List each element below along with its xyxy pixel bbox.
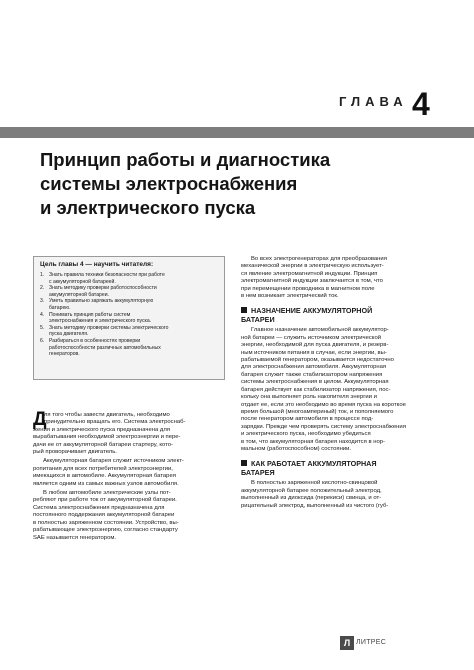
text-line: выполненный из диоксида (перекиси) свинца, и от- [241,495,382,502]
text-line: рабатываемой генератором, оказывается недостаточно [241,357,394,364]
text-line: аккумуляторной батарее положительный электрод, [241,487,382,494]
goal-item [40,338,218,358]
paragraph-3 [33,490,228,542]
text-line: мальном (работоспособном) состоянии. [241,445,352,452]
text-line: Главное назначение автомобильной аккумулятор- [251,327,389,334]
text-line: зарядки. Прежде чем проверять систему электроснабжения [241,423,406,430]
text-line: имеющихся в автомобиле. Аккумуляторная батарея [33,473,176,480]
goal-item [40,298,218,311]
drop-cap: Д [33,409,47,430]
square-bullet-icon [241,460,247,466]
goal-item [40,272,218,285]
litres-logo-icon: Л [340,636,354,650]
text-line: Аккумуляторная батарея служит источником элект- [43,458,184,465]
text-line: ным источником питания в случае, если энергии, вы- [241,349,387,356]
text-line: Во всех электрогенераторах для преобразования [251,256,387,262]
goal-line: батарею. [49,304,71,311]
text-line: ропитания для всех потребителей электроэнергии, [33,465,173,472]
goal-number: 4. [40,311,45,318]
section-heading-battery-purpose: НАЗНАЧЕНИЕ АККУМУЛЯТОРНОЙ БАТАРЕИ [241,306,373,325]
right-column [241,256,441,512]
chapter-divider-bar [0,127,474,138]
goals-list [40,272,218,358]
text-line: батарея действует как стабилизатор напряжения, пос- [241,386,391,393]
section-1-text [241,327,441,453]
goal-number: 3. [40,298,45,305]
title-line: и электрического пуска [40,197,256,218]
text-line: SAE называется генератором. [33,534,117,541]
goal-number: 1. [40,272,45,278]
square-bullet-icon [241,307,247,313]
text-line: ля того чтобы завести двигатель, необходимо [44,412,170,418]
chapter-goals-box [33,256,225,380]
goal-line: Знать методику проверки работоспособности [49,285,157,292]
goals-heading: Цель главы 4 — научить читателя: [40,261,154,268]
text-line: рабатывающее электроэнергию, согласно стандарту [33,527,178,534]
text-line: кольку она выполняет роль накопителя энергии и [241,394,377,401]
text-line: ребляют при работе ток от аккумуляторной батареи. [33,497,177,504]
left-column [33,409,228,544]
text-line: дачи ее от аккумуляторной батареи стартеру, кото- [33,441,174,448]
text-line: и электрического пуска, необходимо убедиться [241,431,371,438]
text-line: после генератором автомобиля в процессе под- [241,416,374,423]
paragraph-2 [33,458,228,488]
text-line: для электроснабжения автомобиля. Аккумуляторная [241,364,387,371]
text-line: В полностью заряженной кислотно-свинцовой [251,480,378,487]
goal-text [49,325,218,338]
goal-line: работоспособности различных автомобильных [49,344,161,351]
goal-line: Знать методику проверки системы электрического [49,324,169,331]
goal-line: Разбираться в особенностях проверки [49,337,141,344]
text-line: Система электроснабжения предназначена для [33,504,165,511]
goal-line: Знать правила техники безопасности при работе [49,272,165,278]
title-line: Принцип работы и диагностика [40,149,331,170]
text-line: в полностью заряженном состоянии. Устройство, вы- [33,519,179,526]
text-line: принудительно вращать его. Система электроснаб- [44,419,186,426]
chapter-number: 4 [412,86,430,122]
text-line: электромагнитной индукции заключается в том, что [241,278,383,285]
text-line: ся явление электромагнитной индукции. Принцип [241,270,378,277]
goal-number: 6. [40,337,45,344]
goal-text [49,338,218,358]
text-line: отдает ее, если это необходимо во время пуска на короткое [241,401,406,408]
goal-item [40,285,218,298]
goal-line: аккумуляторной батареи. [49,291,109,298]
text-line: рицательный электрод, выполненный из чистого (губ- [241,502,389,509]
goal-number: 2. [40,285,45,292]
goal-line: Понимать принцип работы систем [49,311,131,318]
text-line: энергии, необходимой для пуска двигателя, и резерв- [241,342,389,349]
chapter-title [40,148,440,220]
text-line: постоянного поддержания аккумуляторной батареи [33,512,175,519]
text-line: в том, что аккумуляторная батарея находится в нор- [241,438,385,445]
goal-line: генераторов. [49,351,80,358]
text-line: механической энергии в электрическую использует- [241,263,384,270]
goal-item [40,312,218,325]
text-line: вырабатывания необходимой электроэнергии и пере- [33,434,181,441]
section-heading-battery-operation: КАК РАБОТАЕТ АККУМУЛЯТОРНАЯ БАТАРЕЯ [241,459,377,478]
goal-text [49,272,218,285]
title-line: системы электроснабжения [40,173,298,194]
text-line: время большой (многоампериный) ток, и пополняемого [241,408,394,415]
text-line: ной батареи — служить источником электрической [241,334,382,341]
section-2-text [241,480,441,510]
goal-item [40,325,218,338]
goal-text [49,312,218,325]
text-line: жения и электрического пуска предназначена для [33,426,170,433]
text-line: является одним из самых важных узлов автомобиля. [33,480,179,487]
goal-text [49,298,218,311]
text-line: при перемещении проводника в магнитном поле [241,285,375,292]
goal-line: с аккумуляторной батареей. [49,278,116,285]
intro-paragraph [241,256,441,300]
goal-line: пуска двигателя. [49,331,89,338]
goal-line: электроснабжения и электрического пуска. [49,318,152,325]
text-line: В любом автомобиле электрические узлы пот- [43,490,171,497]
goal-number: 5. [40,324,45,331]
text-line: батарея служит также стабилизатором напряжения [241,371,383,378]
chapter-label: ГЛАВА [339,94,408,109]
text-line: рый проворачивает двигатель. [33,449,117,456]
litres-logo-text: ЛИТРЕС [356,639,387,646]
goal-line: Уметь правильно заряжать аккумуляторную [49,298,154,305]
text-line: в нем возникает электрический ток. [241,293,339,300]
text-line: системы электроснабжения в целом. Аккумуляторная [241,379,389,386]
goal-text [49,285,218,298]
paragraph-1 [33,409,228,456]
